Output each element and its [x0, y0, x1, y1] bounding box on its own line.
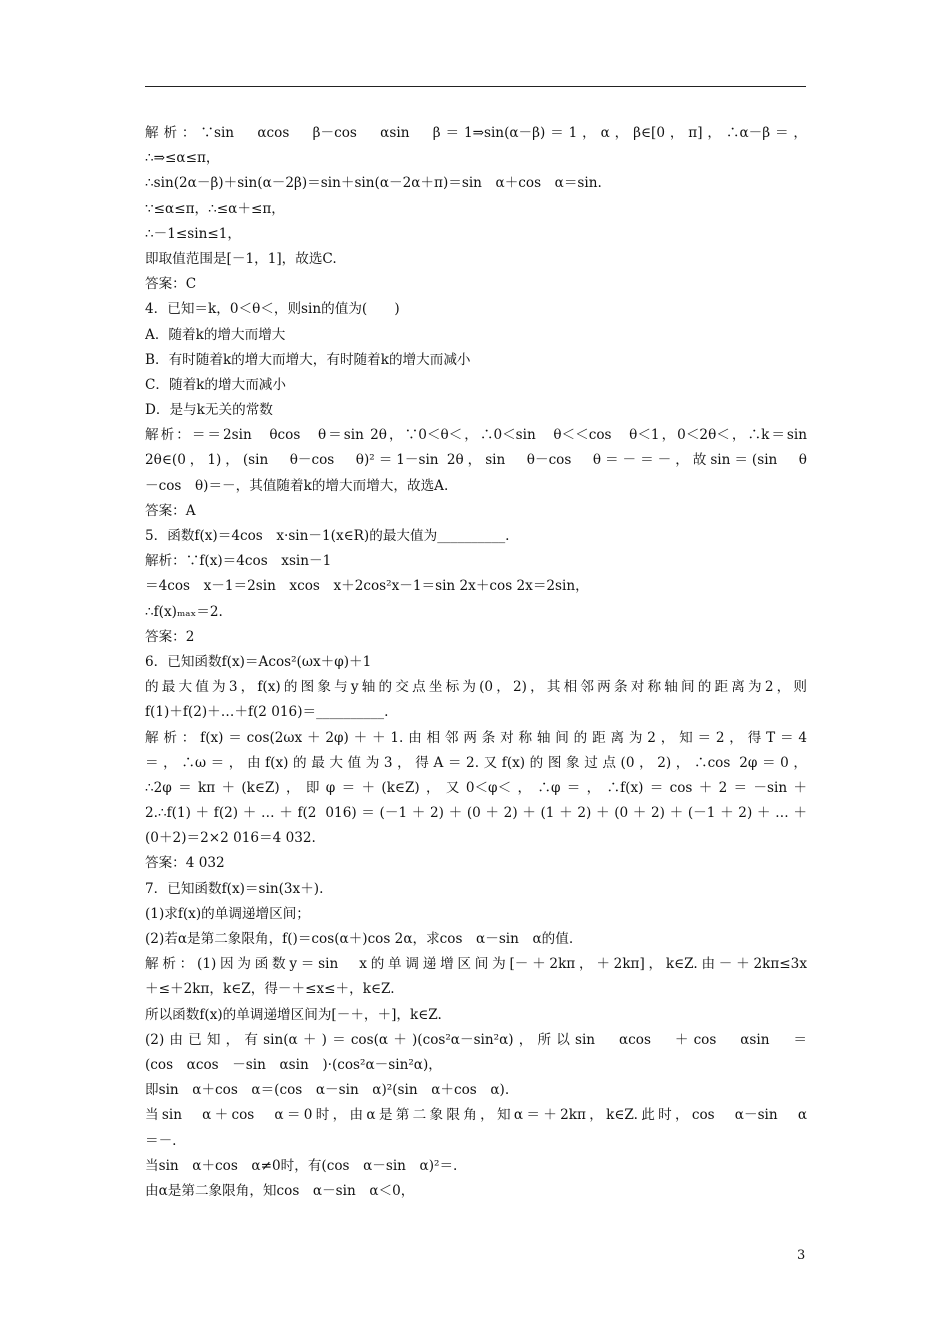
text-line: 解析：＝＝2sin θcos θ＝sin 2θ，∵0＜θ＜，∴0＜sin θ＜＜cos θ＜1，0＜2θ＜，∴k＝sin — [145, 427, 807, 444]
text-line: 5．函数f(x)＝4cos x·sin－1(x∈R)的最大值为__________. — [145, 528, 510, 544]
text-line: 答案：C — [145, 276, 197, 293]
text-line: 即取值范围是[－1，1]，故选C. — [145, 250, 337, 267]
text-line: ∴－1≤sin≤1， — [145, 225, 241, 242]
text-line: C．随着k的增大而减小 — [145, 376, 286, 393]
text-line: ＝，∴ω＝，由f(x)的最大值为3，得A＝2.又f(x)的图象过点(0，2)，∴cos 2φ＝0， — [145, 754, 807, 771]
text-line: (0＋2)＝2×2 016＝4 032. — [145, 830, 316, 847]
text-line: ＝－. — [145, 1132, 177, 1149]
text-line: 7．已知函数f(x)＝sin(3x＋). — [145, 880, 324, 897]
text-line: f(1)＋f(2)＋…＋f(2 016)＝__________. — [145, 704, 389, 721]
header-rule — [145, 86, 806, 87]
text-line: ∴sin(2α－β)＋sin(α－2β)＝sin＋sin(α－2α＋π)＝sin α＋cos α＝sin. — [145, 175, 602, 192]
text-line: －cos θ)＝－，其值随着k的增大而增大，故选A. — [145, 477, 449, 494]
text-line: (2)若α是第二象限角，f()＝cos(α＋)cos 2α，求cos α－sin α的值. — [145, 931, 574, 947]
document-body — [145, 121, 807, 1204]
text-line: D．是与k无关的常数 — [145, 402, 273, 419]
page-number: 3 — [797, 1248, 806, 1263]
text-line: ∴⇒≤α≤π， — [145, 150, 220, 167]
text-line: 答案：4 032 — [145, 855, 225, 872]
text-line: (cos αcos －sin αsin )·(cos²α－sin²α)， — [145, 1056, 442, 1073]
text-line: 即sin α＋cos α＝(cos α－sin α)²(sin α＋cos α). — [145, 1082, 510, 1099]
text-line: ＝4cos x－1＝2sin xcos x＋2cos²x－1＝sin 2x＋cos 2x＝2sin， — [145, 578, 589, 595]
text-line: 6．已知函数f(x)＝Acos²(ωx＋φ)＋1 — [145, 653, 372, 670]
text-line: 解析：∵sin αcos β－cos αsin β＝1⇒sin(α－β)＝1，α，β∈[0，π]，∴α－β＝， — [145, 125, 807, 141]
text-line: 解析：(1)因为函数y＝sin x的单调递增区间为[－＋2kπ，＋2kπ]，k∈Z.由－＋2kπ≤3x — [145, 956, 807, 973]
text-line: 所以函数f(x)的单调递增区间为[－＋，＋]，k∈Z. — [145, 1006, 442, 1023]
text-line: 2.∴f(1)＋f(2)＋…＋f(2 016)＝(－1＋2)＋(0＋2)＋(1＋2)＋(0＋2)＋(－1＋2)＋…＋ — [145, 805, 807, 822]
text-line: ∵≤α≤π，∴≤α＋≤π， — [145, 200, 285, 217]
text-line: 解析：∵f(x)＝4cos xsin－1 — [145, 553, 332, 570]
text-line: A．随着k的增大而增大 — [145, 326, 286, 343]
text-line: 2θ∈(0，1)，(sin θ－cos θ)²＝1－sin 2θ，sin θ－cos θ＝－＝－，故sin＝(sin θ — [145, 452, 807, 469]
text-line: 当sin α＋cos α≠0时，有(cos α－sin α)²＝. — [145, 1157, 458, 1174]
text-line: 由α是第二象限角，知cos α－sin α＜0， — [145, 1182, 415, 1199]
text-line: 当sin α＋cos α＝0时，由α是第二象限角，知α＝＋2kπ，k∈Z.此时，cos α－sin α — [145, 1107, 807, 1124]
text-line: ∴f(x)ₘₐₓ＝2. — [145, 603, 223, 620]
text-line: ＋≤＋2kπ，k∈Z，得－＋≤x≤＋，k∈Z. — [145, 981, 395, 998]
text-line: 4．已知＝k，0＜θ＜，则sin的值为( ) — [145, 301, 400, 318]
text-line: 解析：f(x)＝cos(2ωx＋2φ)＋＋1.由相邻两条对称轴间的距离为2，知＝2，得T＝4 — [145, 729, 807, 746]
text-line: B．有时随着k的增大而增大，有时随着k的增大而减小 — [145, 351, 471, 368]
text-line: 答案：A — [145, 502, 196, 519]
text-line: 答案：2 — [145, 628, 195, 645]
text-line: 的最大值为3，f(x)的图象与y轴的交点坐标为(0，2)，其相邻两条对称轴间的距离为2，则 — [145, 679, 807, 696]
text-line: ∴2φ＝kπ＋(k∈Z)，即φ＝＋(k∈Z)，又0＜φ＜，∴φ＝，∴f(x)＝cos＋2＝－sin＋ — [145, 779, 807, 796]
text-line: (2)由已知，有sin(α＋)＝cos(α＋)(cos²α－sin²α)，所以sin αcos ＋cos αsin ＝ — [145, 1031, 807, 1048]
text-line: (1)求f(x)的单调递增区间； — [145, 905, 310, 922]
